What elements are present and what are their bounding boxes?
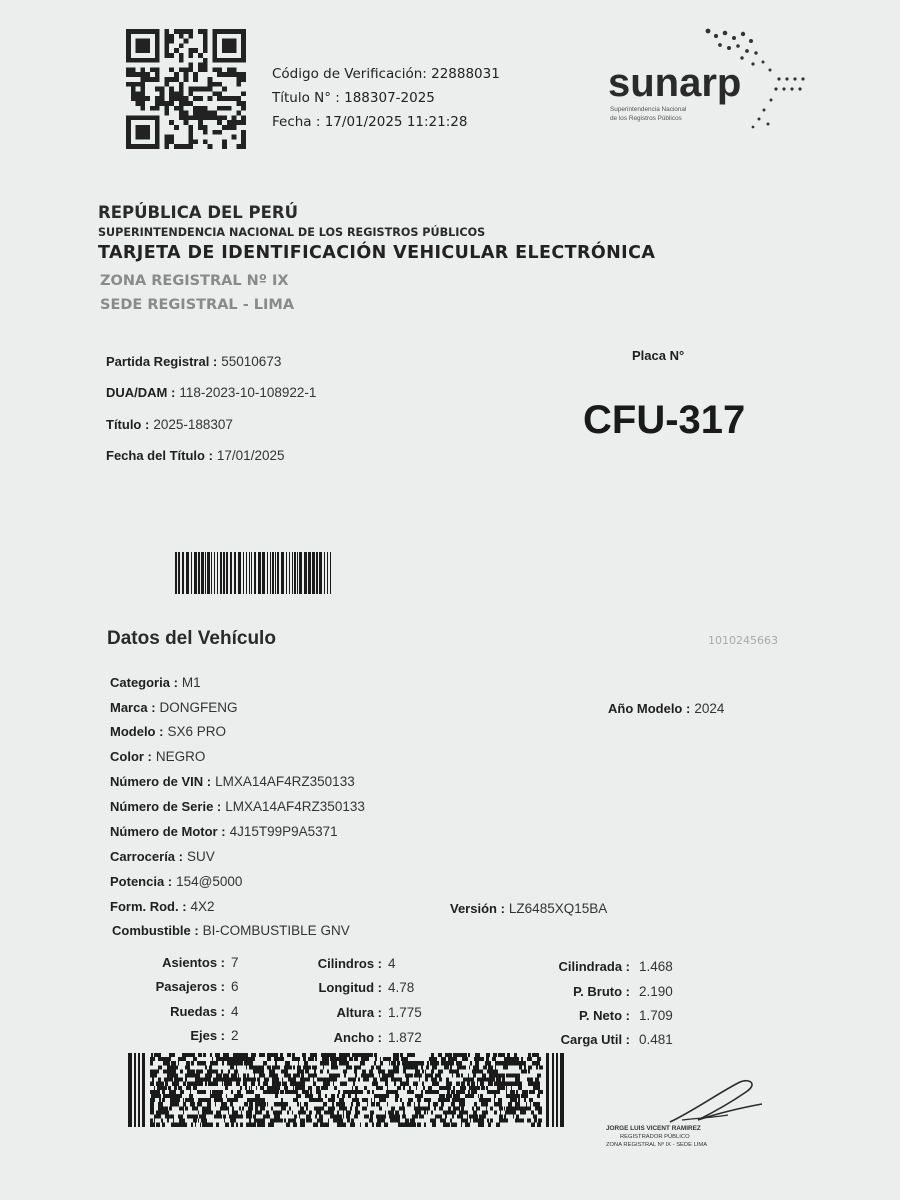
- svg-text:REGISTRADOR PÚBLICO: REGISTRADOR PÚBLICO: [620, 1134, 690, 1140]
- motor-row: Número de Motor : 4J15T99P9A5371: [110, 824, 338, 839]
- signature-block: [600, 1070, 790, 1148]
- longitud-value: 4.78: [388, 980, 415, 995]
- dua-row: DUA/DAM : 118-2023-10-108922-1: [106, 385, 317, 400]
- ruedas-value: 4: [231, 1004, 239, 1019]
- barcode-small: [175, 552, 331, 594]
- carga-value: 0.481: [639, 1032, 673, 1047]
- ruedas-label: Ruedas :: [170, 1004, 225, 1019]
- partida-row: Partida Registral : 55010673: [106, 354, 282, 369]
- formrod-row: Form. Rod. : 4X2: [110, 899, 215, 914]
- potencia-row: Potencia : 154@5000: [110, 874, 243, 889]
- svg-text:Superintendencia Nacional: Superintendencia Nacional: [610, 106, 687, 113]
- pneto-value: 1.709: [639, 1008, 673, 1023]
- ancho-label: Ancho :: [333, 1030, 382, 1045]
- placa-number: CFU-317: [583, 398, 746, 442]
- altura-label: Altura :: [336, 1005, 382, 1020]
- sede-registral: SEDE REGISTRAL - LIMA: [100, 297, 295, 313]
- agency-heading: SUPERINTENDENCIA NACIONAL DE LOS REGISTROS PÚBLICOS: [98, 226, 486, 239]
- verification-code: Código de Verificación: 22888031: [272, 66, 500, 82]
- cilindros-label: Cilindros :: [317, 956, 382, 971]
- modelo-row: Modelo : SX6 PRO: [110, 724, 226, 739]
- pneto-label: P. Neto :: [578, 1008, 630, 1023]
- combustible-row: Combustible : BI-COMBUSTIBLE GNV: [112, 923, 350, 938]
- svg-text:de los Registros Públicos: de los Registros Públicos: [610, 115, 682, 122]
- serie-row: Número de Serie : LMXA14AF4RZ350133: [110, 799, 365, 814]
- header-title-number: Título N° : 188307-2025: [272, 90, 435, 106]
- pasajeros-label: Pasajeros :: [155, 979, 225, 994]
- cilindrada-label: Cilindrada :: [558, 959, 630, 974]
- document-title: TARJETA DE IDENTIFICACIÓN VEHICULAR ELECTRÓNICA: [98, 243, 656, 263]
- ejes-value: 2: [231, 1028, 239, 1043]
- section-title-vehicle: Datos del Vehículo: [107, 628, 276, 649]
- placa-label: Placa N°: [632, 348, 685, 363]
- version-row: Versión : LZ6485XQ15BA: [450, 901, 608, 916]
- categoria-row: Categoria : M1: [110, 675, 201, 690]
- logo-wordmark: sunarp: [608, 61, 742, 105]
- carroceria-row: Carrocería : SUV: [110, 849, 215, 864]
- longitud-label: Longitud :: [318, 980, 382, 995]
- svg-text:ZONA REGISTRAL Nº IX - SEDE LI: ZONA REGISTRAL Nº IX - SEDE LIMA: [606, 1142, 708, 1148]
- asientos-value: 7: [231, 955, 239, 970]
- marca-row: Marca : DONGFENG: [110, 700, 238, 715]
- vin-row: Número de VIN : LMXA14AF4RZ350133: [110, 774, 355, 789]
- titulo-row: Título : 2025-188307: [106, 417, 233, 432]
- svg-text:JORGE LUIS VICENT RAMIREZ: JORGE LUIS VICENT RAMIREZ: [606, 1125, 701, 1132]
- fecha-titulo-row: Fecha del Título : 17/01/2025: [106, 448, 285, 463]
- asientos-label: Asientos :: [162, 955, 225, 970]
- pbruto-value: 2.190: [639, 984, 673, 999]
- altura-value: 1.775: [388, 1005, 422, 1020]
- anio-modelo-row: Año Modelo : 2024: [608, 701, 725, 716]
- pbruto-label: P. Bruto :: [573, 984, 630, 999]
- pdf417-barcode: [128, 1053, 564, 1127]
- pasajeros-value: 6: [231, 979, 239, 994]
- ancho-value: 1.872: [388, 1030, 422, 1045]
- color-row: Color : NEGRO: [110, 749, 206, 764]
- header-date: Fecha : 17/01/2025 11:21:28: [272, 114, 468, 130]
- country-heading: REPÚBLICA DEL PERÚ: [98, 203, 299, 222]
- document-serial: 1010245663: [708, 634, 778, 647]
- cilindrada-value: 1.468: [639, 959, 673, 974]
- sunarp-logo: [604, 24, 814, 134]
- zona-registral: ZONA REGISTRAL Nº IX: [100, 273, 289, 289]
- qr-code: [126, 28, 246, 150]
- cilindros-value: 4: [388, 956, 396, 971]
- ejes-label: Ejes :: [190, 1028, 225, 1043]
- carga-label: Carga Util :: [560, 1032, 630, 1047]
